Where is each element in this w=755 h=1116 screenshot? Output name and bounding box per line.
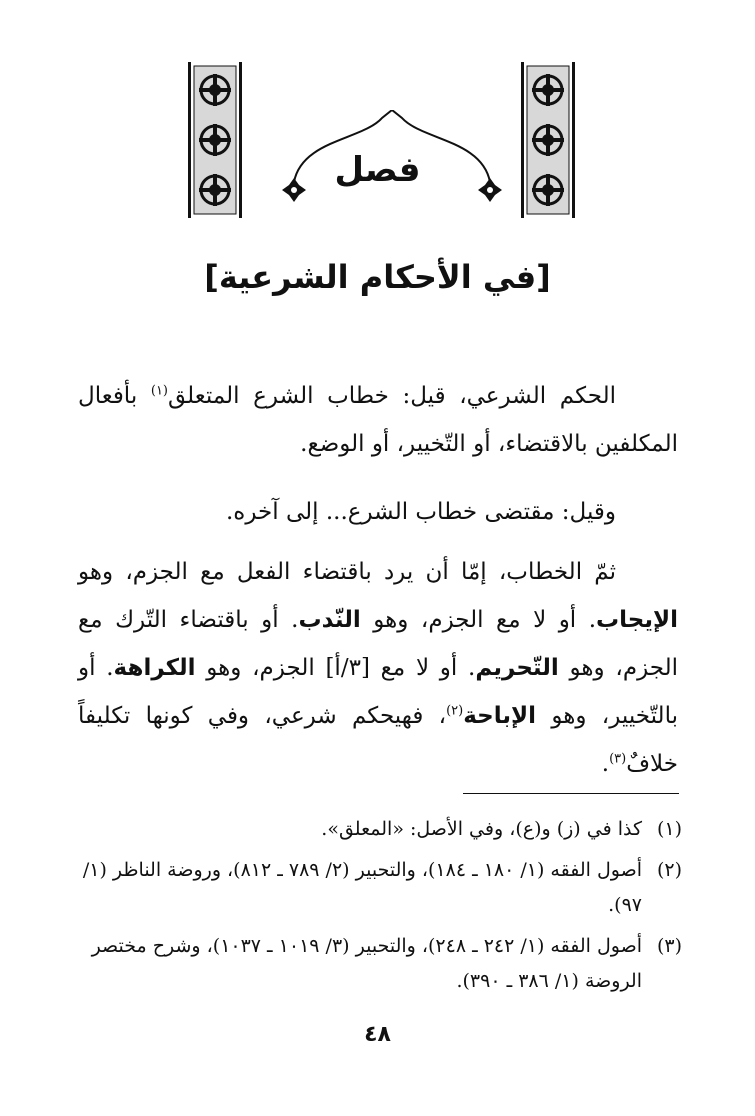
footnote-1 xyxy=(70,812,682,847)
text-run: بأفعال المكلفين بالاقتضاء، أو التّخيير، أو الوضع. xyxy=(78,383,678,457)
footnote-ref-2[interactable]: (٢) xyxy=(446,703,464,719)
footnote-ref-1[interactable]: (١) xyxy=(150,383,168,399)
footnote-number: (٢) xyxy=(656,859,682,881)
text-run: . xyxy=(601,751,610,777)
ornament-pillar-right xyxy=(521,62,575,218)
text-run: الحكم الشرعي، قيل: خطاب الشرع المتعلق xyxy=(168,383,617,409)
paragraph-3 xyxy=(78,548,678,788)
footnote-2 xyxy=(70,853,682,923)
footnote-text: أصول الفقه (١/ ١٨٠ ـ ١٨٤)، والتحبير (٢/ ٧٨٩ ـ ٨١٢)، وروضة الناظر (١/ ٩٧). xyxy=(82,859,642,916)
text-run: . أو بالتّخيير، وهو xyxy=(78,655,678,729)
footnote-number: (١) xyxy=(656,818,682,840)
term-ibaha: الإباحة xyxy=(463,703,537,729)
term-tahrim: التّحريم xyxy=(475,655,559,681)
section-title: [في الأحكام الشرعية] xyxy=(204,258,551,296)
term-karaha: الكراهة xyxy=(113,655,196,681)
chapter-heading: فصل xyxy=(334,150,421,190)
term-nadb: النّدب xyxy=(298,607,361,633)
paragraph-1 xyxy=(78,372,678,468)
term-ijab: الإيجاب xyxy=(596,607,678,633)
footnote-ref-3[interactable]: (٣) xyxy=(609,751,627,767)
footnote-3 xyxy=(70,929,682,999)
text-run: . أو باقتضاء التّرك مع الجزم، وهو xyxy=(78,607,678,681)
footnote-number: (٣) xyxy=(656,935,682,957)
footnote-text: أصول الفقه (١/ ٢٤٢ ـ ٢٤٨)، والتحبير (٣/ ١٠١٩ ـ ١٠٣٧)، وشرح مختصر الروضة (١/ ٣٨٦ ـ ٣٩٠). xyxy=(91,935,642,992)
footnote-divider xyxy=(463,793,679,794)
footnote-text: كذا في (ز) و(ع)، وفي الأصل: «المعلق». xyxy=(321,818,642,840)
text-run: . أو لا مع الجزم، وهو xyxy=(360,607,597,633)
footnotes xyxy=(70,812,682,1005)
page-number: ٤٨ xyxy=(364,1022,391,1047)
ornament-pillar-left xyxy=(188,62,242,218)
text-run: وقيل: مقتضى خطاب الشرع... إلى آخره. xyxy=(225,499,616,525)
paragraph-2 xyxy=(78,488,678,536)
text-run: . أو لا مع [٣/أ] الجزم، وهو xyxy=(195,655,476,681)
text-run: ثمّ الخطاب، إمّا أن يرد باقتضاء الفعل مع الجزم، وهو xyxy=(78,559,616,585)
text-run: ، فهيحكم شرعي، وفي كونها تكليفاً خلافٌ xyxy=(78,703,678,777)
